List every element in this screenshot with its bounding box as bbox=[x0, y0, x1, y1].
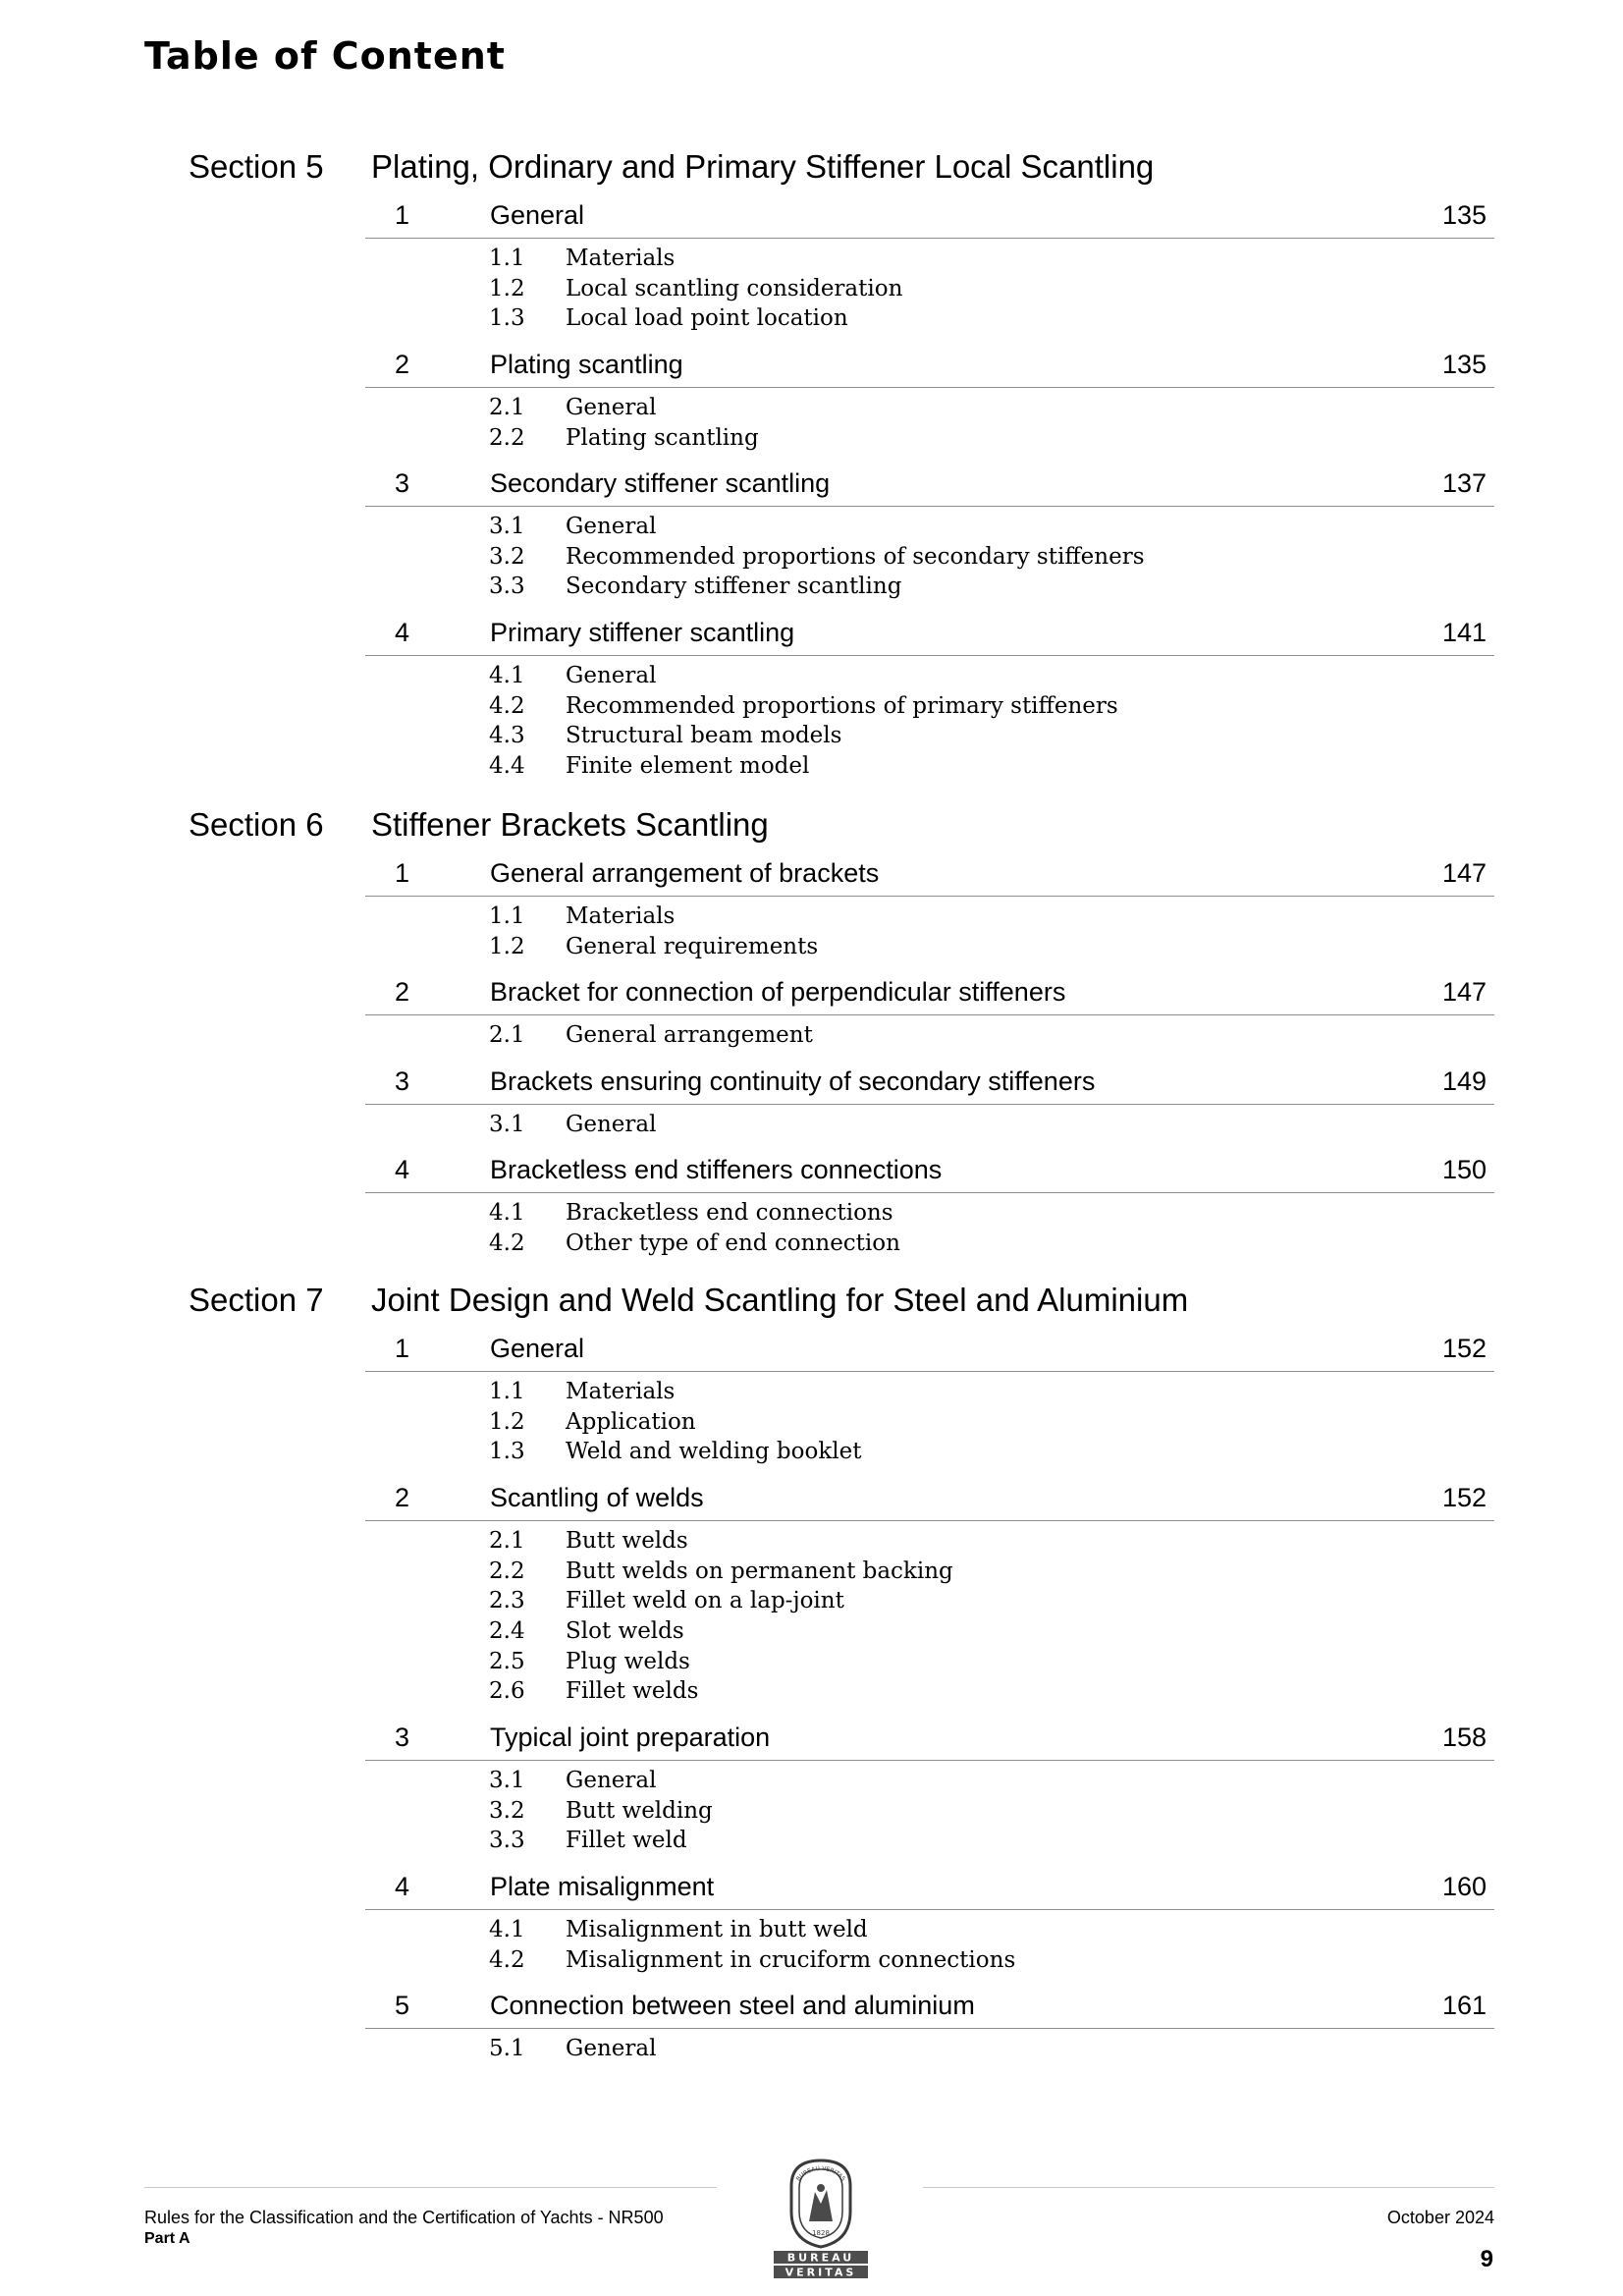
chapter-title[interactable]: Plating scantling bbox=[490, 350, 683, 379]
subitem-number: 2.4 bbox=[489, 1618, 525, 1645]
subitem-title: Application bbox=[566, 1408, 696, 1435]
subitem-title: Butt welds bbox=[566, 1528, 688, 1554]
chapter-page: 161 bbox=[1441, 1991, 1487, 2020]
chapter-page: 150 bbox=[1441, 1155, 1487, 1184]
subitem-number: 2.3 bbox=[489, 1588, 525, 1614]
subitem-title: General bbox=[566, 663, 657, 688]
subitem-title: General bbox=[566, 1112, 657, 1137]
chapter-title[interactable]: Bracketless end stiffeners connections bbox=[490, 1155, 943, 1184]
chapter-title[interactable]: Typical joint preparation bbox=[490, 1722, 771, 1752]
subitem-number: 1.1 bbox=[489, 1379, 525, 1404]
logo-text-bottom: VERITAS bbox=[784, 2266, 857, 2279]
bureau-veritas-logo bbox=[772, 2153, 870, 2280]
toc-chapter[interactable] bbox=[365, 1477, 1494, 1705]
subitem-number: 2.1 bbox=[489, 1022, 525, 1048]
subitem-title: General bbox=[566, 1768, 657, 1793]
subitem-number: 3.3 bbox=[489, 574, 525, 600]
footer-divider-left bbox=[144, 2187, 717, 2188]
subitem-number: 2.2 bbox=[489, 424, 525, 451]
subitem-number: 4.1 bbox=[489, 1200, 525, 1226]
toc-chapter[interactable] bbox=[365, 1985, 1494, 2061]
chapter-page: 147 bbox=[1441, 977, 1487, 1007]
footer-divider-right bbox=[923, 2187, 1494, 2188]
chapter-number: 4 bbox=[395, 618, 410, 647]
subitem-number: 4.4 bbox=[489, 753, 525, 780]
chapter-page: 147 bbox=[1441, 858, 1487, 888]
subitem-title: Fillet weld on a lap-joint bbox=[566, 1588, 844, 1614]
chapter-page: 152 bbox=[1441, 1483, 1487, 1512]
subitem-title: Weld and welding booklet bbox=[566, 1439, 862, 1465]
footer-document-info bbox=[144, 2207, 664, 2250]
chapter-title[interactable]: General arrangement of brackets bbox=[490, 858, 880, 888]
chapter-title[interactable]: Connection between steel and aluminium bbox=[490, 1991, 975, 2020]
subitem-title: Local scantling consideration bbox=[566, 275, 903, 301]
toc-chapter[interactable] bbox=[365, 1149, 1494, 1256]
chapter-title[interactable]: Primary stiffener scantling bbox=[490, 618, 795, 647]
toc-chapter[interactable] bbox=[365, 612, 1494, 780]
subitem-title: General bbox=[566, 2036, 657, 2061]
subitem-number: 4.2 bbox=[489, 1230, 525, 1256]
subitem-number: 1.1 bbox=[489, 246, 525, 271]
toc-chapter[interactable] bbox=[365, 463, 1494, 600]
subitem-number: 4.2 bbox=[489, 692, 525, 719]
subitem-title: Secondary stiffener scantling bbox=[566, 574, 902, 600]
footer-document-title: Rules for the Classification and the Certification of Yachts - NR500 bbox=[144, 2208, 664, 2227]
chapter-number: 5 bbox=[395, 1991, 410, 2020]
page-number: 9 bbox=[1480, 2246, 1493, 2272]
chapter-title[interactable]: Scantling of welds bbox=[490, 1483, 704, 1512]
subitem-title: Plating scantling bbox=[566, 424, 759, 451]
subitem-number: 1.2 bbox=[489, 933, 525, 959]
subitem-number: 2.1 bbox=[489, 395, 525, 420]
subitem-title: Recommended proportions of secondary stiffeners bbox=[566, 543, 1145, 570]
footer-part: Part A bbox=[144, 2230, 190, 2247]
chapter-number: 2 bbox=[395, 1483, 410, 1512]
chapter-page: 135 bbox=[1441, 200, 1487, 230]
section-label: Section 7 bbox=[189, 1282, 324, 1318]
chapter-page: 135 bbox=[1441, 350, 1487, 379]
footer-date: October 2024 bbox=[1386, 2208, 1494, 2227]
subitem-title: Slot welds bbox=[566, 1618, 684, 1645]
subitem-number: 1.2 bbox=[489, 275, 525, 301]
section-label: Section 6 bbox=[189, 806, 324, 843]
subitem-title: Materials bbox=[566, 903, 676, 929]
subitem-title: Misalignment in butt weld bbox=[566, 1917, 868, 1942]
subitem-title: Local load point location bbox=[566, 305, 848, 332]
subitem-number: 2.6 bbox=[489, 1678, 525, 1705]
chapter-number: 1 bbox=[395, 1334, 410, 1363]
subitem-number: 1.1 bbox=[489, 903, 525, 929]
chapter-number: 3 bbox=[395, 468, 410, 498]
subitem-title: General requirements bbox=[566, 933, 819, 959]
subitem-title: Other type of end connection bbox=[566, 1230, 900, 1256]
subitem-title: Finite element model bbox=[566, 753, 810, 780]
section-label: Section 5 bbox=[189, 148, 324, 185]
chapter-page: 149 bbox=[1441, 1066, 1487, 1096]
section-title: Plating, Ordinary and Primary Stiffener Local Scantling bbox=[371, 148, 1155, 185]
toc-chapter[interactable] bbox=[365, 852, 1494, 959]
subitem-number: 5.1 bbox=[489, 2036, 525, 2061]
subitem-number: 1.3 bbox=[489, 1439, 525, 1465]
toc-chapter[interactable] bbox=[365, 1717, 1494, 1854]
subitem-title: Structural beam models bbox=[566, 723, 842, 749]
chapter-title[interactable]: General bbox=[490, 1334, 585, 1363]
subitem-number: 4.3 bbox=[489, 723, 525, 749]
chapter-title[interactable]: Plate misalignment bbox=[490, 1872, 715, 1901]
subitem-number: 2.5 bbox=[489, 1648, 525, 1674]
subitem-number: 3.1 bbox=[489, 1112, 525, 1137]
logo-year: 1828 bbox=[812, 2229, 830, 2237]
chapter-number: 1 bbox=[395, 858, 410, 888]
subitem-number: 3.1 bbox=[489, 514, 525, 539]
section-title: Joint Design and Weld Scantling for Steel and Aluminium bbox=[371, 1282, 1189, 1318]
subitem-number: 3.2 bbox=[489, 543, 525, 570]
chapter-page: 141 bbox=[1441, 618, 1487, 647]
toc-chapter[interactable] bbox=[365, 344, 1494, 451]
subitem-title: Plug welds bbox=[566, 1648, 690, 1674]
page-title: Table of Content bbox=[144, 34, 506, 78]
subitem-number: 3.3 bbox=[489, 1828, 525, 1854]
chapter-number: 4 bbox=[395, 1872, 410, 1901]
toc-chapter[interactable] bbox=[365, 1328, 1494, 1465]
toc-chapter[interactable] bbox=[365, 1866, 1494, 1973]
chapter-title[interactable]: General bbox=[490, 200, 585, 230]
chapter-page: 160 bbox=[1441, 1872, 1487, 1901]
chapter-number: 3 bbox=[395, 1066, 410, 1096]
subitem-number: 4.1 bbox=[489, 1917, 525, 1942]
chapter-number: 1 bbox=[395, 200, 410, 230]
subitem-title: Misalignment in cruciform connections bbox=[566, 1946, 1016, 1973]
chapter-title[interactable]: Brackets ensuring continuity of secondary stiffeners bbox=[490, 1066, 1096, 1096]
toc-chapter[interactable] bbox=[365, 971, 1494, 1048]
chapter-page: 137 bbox=[1441, 468, 1487, 498]
subitem-number: 2.2 bbox=[489, 1558, 525, 1584]
subitem-title: General bbox=[566, 395, 657, 420]
chapter-page: 152 bbox=[1441, 1334, 1487, 1363]
logo-text-top: BUREAU bbox=[786, 2251, 855, 2265]
subitem-number: 3.2 bbox=[489, 1797, 525, 1824]
chapter-title[interactable]: Secondary stiffener scantling bbox=[490, 468, 831, 498]
subitem-title: Butt welds on permanent backing bbox=[566, 1558, 953, 1584]
subitem-number: 4.1 bbox=[489, 663, 525, 688]
subitem-title: Materials bbox=[566, 246, 676, 271]
subitem-title: Fillet welds bbox=[566, 1678, 699, 1705]
subitem-title: Fillet weld bbox=[566, 1828, 687, 1854]
chapter-page: 158 bbox=[1441, 1722, 1487, 1752]
chapter-title[interactable]: Bracket for connection of perpendicular stiffeners bbox=[490, 977, 1066, 1007]
chapter-number: 4 bbox=[395, 1155, 410, 1184]
subitem-title: Bracketless end connections bbox=[566, 1200, 893, 1226]
chapter-number: 2 bbox=[395, 977, 410, 1007]
toc-chapter[interactable] bbox=[365, 1061, 1494, 1137]
logo-ring-text: BUREAU VERITAS bbox=[794, 2164, 847, 2183]
section-title: Stiffener Brackets Scantling bbox=[371, 806, 769, 843]
chapter-number: 2 bbox=[395, 350, 410, 379]
toc-chapter[interactable] bbox=[365, 194, 1494, 332]
subitem-number: 1.2 bbox=[489, 1408, 525, 1435]
subitem-title: Butt welding bbox=[566, 1797, 713, 1824]
subitem-title: Materials bbox=[566, 1379, 676, 1404]
subitem-number: 2.1 bbox=[489, 1528, 525, 1554]
subitem-title: Recommended proportions of primary stiffeners bbox=[566, 692, 1118, 719]
subitem-title: General bbox=[566, 514, 657, 539]
subitem-number: 1.3 bbox=[489, 305, 525, 332]
subitem-title: General arrangement bbox=[566, 1022, 813, 1048]
subitem-number: 3.1 bbox=[489, 1768, 525, 1793]
subitem-number: 4.2 bbox=[489, 1946, 525, 1973]
chapter-number: 3 bbox=[395, 1722, 410, 1752]
